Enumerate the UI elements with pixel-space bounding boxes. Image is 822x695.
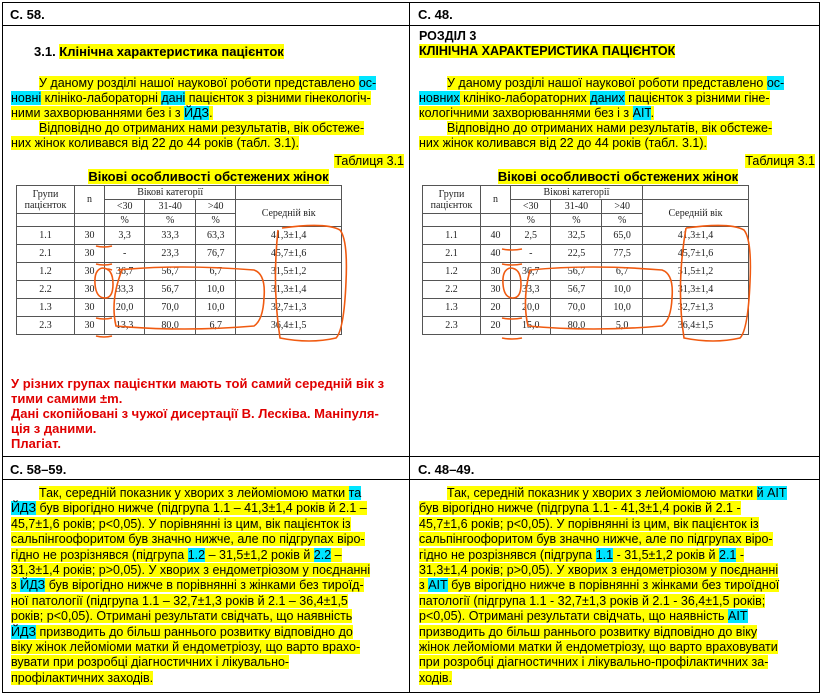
table-cell: 1.3 (17, 299, 75, 317)
section-title: Клінічна характеристика пацієнток (59, 44, 284, 59)
table-cell: 70,0 (551, 299, 602, 317)
table-cell: 76,7 (196, 245, 236, 263)
table-row (423, 281, 749, 299)
table-cell: 56,7 (551, 281, 602, 299)
table-cell: 1.1 (423, 227, 481, 245)
table-cell: 56,7 (551, 263, 602, 281)
text-line: жінок лейоміоми матки й ендометріозу, що варто враховувати (419, 640, 778, 655)
page-ref-top-right: С. 48. (418, 7, 453, 22)
table-cell: 80,0 (551, 317, 602, 335)
right-age-table: Групи пацієнток n Вікові категорії <30 31-40 >40 Середній вік % % % 1.1 40 2,5 32,5 65,0 41,3±1,4 2.1 40 - 22,5 77,5 45,7±1,6 1.2 30 36,7 56,7 6,7 31,5±1,2 2.2 30 33,3 56,7 10,0 31,3±1,4 1.3 20 20,0 70,0 10,0 32,7±1,3 2.3 20 15,0 80,0 5,0 36,4±1,5 (422, 185, 749, 335)
table-cell: 32,7±1,3 (642, 299, 748, 317)
table-cell: 22,5 (551, 245, 602, 263)
table-cell: 5,0 (602, 317, 642, 335)
table-cell: 32,5 (551, 227, 602, 245)
table-row (17, 263, 342, 281)
page-ref-top-left: С. 58. (10, 7, 45, 22)
table-cell: - (105, 245, 145, 263)
text-line: гідно не розрізнявся (підгрупа 1.2 – 31,5±1,2 років й 2.2 – (11, 547, 342, 562)
table-cell: 45,7±1,6 (642, 245, 748, 263)
table-cell: 33,3 (145, 227, 196, 245)
table-cell: 2.2 (423, 281, 481, 299)
table-cell: 20,0 (105, 299, 145, 317)
col-31-40: 31-40 (551, 200, 602, 214)
table-row (423, 263, 749, 281)
right-table-number: Таблиця 3.1 (745, 154, 815, 168)
text-line: патології (підгрупа 1.1 - 32,7±1,3 років й 2.1 - 36,4±1,5 років; (419, 593, 766, 608)
col-lt30: <30 (105, 200, 145, 214)
table-cell: 6,7 (196, 317, 236, 335)
table-cell: 33,3 (511, 281, 551, 299)
text-line: з АІТ був вірогідно нижче в порівнянні з жінками без тироїдної (419, 578, 780, 593)
text-line: призводить до більш раннього розвитку відповідно до віку (419, 624, 758, 639)
table-cell: 6,7 (602, 263, 642, 281)
table-cell: 65,0 (602, 227, 642, 245)
left-age-table: Групи пацієнток n Вікові категорії <30 31-40 >40 Середній вік % % % 1.1 30 3,3 33,3 63,3 41,3±1,4 2.1 30 - 23,3 76,7 45,7±1,6 1.2 30 36,7 56,7 6,7 31,5±1,2 2.2 30 33,3 56,7 10,0 31,3±1,4 1.3 30 20,0 70,0 10,0 32,7±1,3 2.3 30 13,3 80,0 6,7 36,4±1,5 (16, 185, 342, 335)
table-cell: 15,0 (511, 317, 551, 335)
table-row (423, 299, 749, 317)
col-groups: Групи пацієнток (17, 186, 75, 214)
text-line: при розробці діагностичних і лікувально-профілактичних за- (419, 655, 769, 670)
table-row (423, 317, 749, 335)
text-line: Так, середній показник у хворих з лейоміомою матки й АІТ (447, 486, 787, 500)
table-cell: 1.3 (423, 299, 481, 317)
text-line: з ЙДЗ був вірогідно нижче в порівнянні з жінками без тироїд- (11, 578, 364, 593)
plagiarism-comment: У різних групах пацієнтки мають той самий середній вік з тими самими ±m. Дані скопійовані з чужої дисертації В. Лесківа. Маніпуля- ція з даними. Плагіат. (11, 376, 385, 451)
table-cell: 41,3±1,4 (642, 227, 748, 245)
table-cell: 70,0 (145, 299, 196, 317)
table-cell: 56,7 (145, 281, 196, 299)
table-cell: 2,5 (511, 227, 551, 245)
table-cell: 30 (75, 317, 105, 335)
table-cell: 10,0 (602, 299, 642, 317)
table-cell: 13,3 (105, 317, 145, 335)
table-cell: 41,3±1,4 (236, 227, 342, 245)
text-line: ЙДЗ був вірогідно нижче (підгрупа 1.1 – 41,3±1,4 років й 2.1 – (11, 501, 367, 516)
table-cell: 36,4±1,5 (236, 317, 342, 335)
table-cell: - (511, 245, 551, 263)
table-cell: 30 (75, 281, 105, 299)
table-cell: 2.1 (423, 245, 481, 263)
table-cell: 1.2 (423, 263, 481, 281)
table-cell: 36,7 (511, 263, 551, 281)
col-gt40: >40 (602, 200, 642, 214)
table-cell: 6,7 (196, 263, 236, 281)
right-intro-paragraph: У даному розділі нашої наукової роботи представлено ос- новних клініко-лабораторних даних пацієнток з різними гіне- кологічними захворюваннями без і з АІТ. Відповідно до отриманих нами результатів, вік обстеже- них жінок коливався від 22 до 44 років (табл. 3.1). (419, 76, 785, 150)
text-line: 45,7±1,6 років; р<0,05). У порівнянні із цим, вік пацієнток із (419, 516, 759, 531)
page-ref-bottom-left: С. 58–59. (10, 462, 67, 477)
col-n: n (481, 186, 511, 214)
text-line: сальпінгоофоритом був значно нижче, але по підгрупах віро- (11, 532, 365, 547)
section-number: 3.1. (34, 44, 60, 59)
table-row (17, 245, 342, 263)
table-cell: 36,4±1,5 (642, 317, 748, 335)
table-cell: 1.2 (17, 263, 75, 281)
table-cell: 20,0 (511, 299, 551, 317)
text-line: ної патології (підгрупа 1.1 – 32,7±1,3 років й 2.1 – 36,4±1,5 (11, 593, 348, 608)
table-cell: 2.2 (17, 281, 75, 299)
col-gt40: >40 (196, 200, 236, 214)
text-line: гідно не розрізнявся (підгрупа 1.1 - 31,5±1,2 років й 2.1 - (419, 547, 745, 562)
table-cell: 80,0 (145, 317, 196, 335)
hdr-line-top (2, 25, 820, 26)
left-intro-paragraph: У даному розділі нашої наукової роботи представлено ос- новні клініко-лабораторні дані пацієнток з різними гінекологіч- ними захворюваннями без і з ЙДЗ. Відповідно до отриманих нами результатів, вік обстеже- них жінок коливався від 22 до 44 років (табл. 3.1). (11, 76, 377, 150)
table-cell: 30 (75, 263, 105, 281)
table-row (17, 317, 342, 335)
page-ref-bottom-right: С. 48–49. (418, 462, 475, 477)
left-table-number: Таблиця 3.1 (334, 154, 404, 168)
table-cell: 32,7±1,3 (236, 299, 342, 317)
text-line: років; р<0,05). Отримані результати свідчать, що наявність (11, 609, 353, 624)
table-cell: 45,7±1,6 (236, 245, 342, 263)
table-cell: 33,3 (105, 281, 145, 299)
table-cell: 2.3 (423, 317, 481, 335)
col-age-categories: Вікові категорії (511, 186, 643, 200)
col-n: n (75, 186, 105, 214)
right-results-paragraph (419, 486, 819, 686)
table-cell: 10,0 (196, 299, 236, 317)
table-cell: 31,5±1,2 (642, 263, 748, 281)
table-cell: 30 (481, 281, 511, 299)
table-cell: 30 (75, 245, 105, 263)
text-line: 31,3±1,4 років; р>0,05). У хворих з ендометріозом у поєднанні (11, 563, 371, 578)
right-table-title: Вікові особливості обстежених жінок (497, 169, 739, 184)
text-line: ЙДЗ призводить до більш раннього розвитку відповідно до (11, 624, 353, 639)
left-section-heading (34, 44, 284, 59)
table-cell: 20 (481, 317, 511, 335)
left-table-title: Вікові особливості обстежених жінок (88, 169, 329, 184)
table-cell: 20 (481, 299, 511, 317)
table-cell: 3,3 (105, 227, 145, 245)
table-cell: 30 (75, 299, 105, 317)
left-results-paragraph (11, 486, 409, 686)
col-mean-age: Середній вік (236, 200, 342, 227)
col-age-categories: Вікові категорії (105, 186, 236, 200)
table-cell: 2.1 (17, 245, 75, 263)
table-cell: 40 (481, 227, 511, 245)
table-cell: 31,5±1,2 (236, 263, 342, 281)
col-31-40: 31-40 (145, 200, 196, 214)
table-row (423, 227, 749, 245)
table-cell: 2.3 (17, 317, 75, 335)
text-line: Так, середній показник у хворих з лейоміомою матки та (39, 486, 362, 500)
table-cell: 10,0 (602, 281, 642, 299)
right-chapter-heading: РОЗДІЛ 3 КЛІНІЧНА ХАРАКТЕРИСТИКА ПАЦІЄНТОК (419, 29, 676, 58)
text-line: віку жінок лейоміоми матки й ендометріозу, що варто врахо- (11, 640, 361, 655)
table-cell: 31,3±1,4 (642, 281, 748, 299)
table-cell: 40 (481, 245, 511, 263)
col-groups: Групи пацієнток (423, 186, 481, 214)
table-cell: 77,5 (602, 245, 642, 263)
text-line: вувати при розробці діагностичних і лікувально- (11, 655, 290, 670)
col-mean-age: Середній вік (642, 200, 748, 227)
col-lt30: <30 (511, 200, 551, 214)
text-line: сальпінгоофоритом був значно нижче, але по підгрупах віро- (419, 532, 773, 547)
table-cell: 10,0 (196, 281, 236, 299)
table-row (17, 281, 342, 299)
table-cell: 56,7 (145, 263, 196, 281)
table-row (423, 245, 749, 263)
hdr-line-bottom (2, 479, 820, 480)
table-cell: 1.1 (17, 227, 75, 245)
table-row (17, 227, 342, 245)
text-line: профілактичних заходів. (11, 670, 154, 685)
text-line: був вірогідно нижче (підгрупа 1.1 - 41,3±1,4 років й 2.1 - (419, 501, 741, 516)
text-line: 31,3±1,4 років; р>0,05). У хворих з ендометріозом у поєднанні (419, 563, 779, 578)
table-cell: 63,3 (196, 227, 236, 245)
text-line: ходів. (419, 670, 452, 685)
table-cell: 30 (481, 263, 511, 281)
table-cell: 23,3 (145, 245, 196, 263)
text-line: р<0,05). Отримані результати свідчать, що наявність АІТ (419, 609, 748, 624)
table-row (17, 299, 342, 317)
table-cell: 31,3±1,4 (236, 281, 342, 299)
text-line: 45,7±1,6 років; р<0,05). У порівнянні із цим, вік пацієнток із (11, 516, 351, 531)
table-cell: 36,7 (105, 263, 145, 281)
table-cell: 30 (75, 227, 105, 245)
